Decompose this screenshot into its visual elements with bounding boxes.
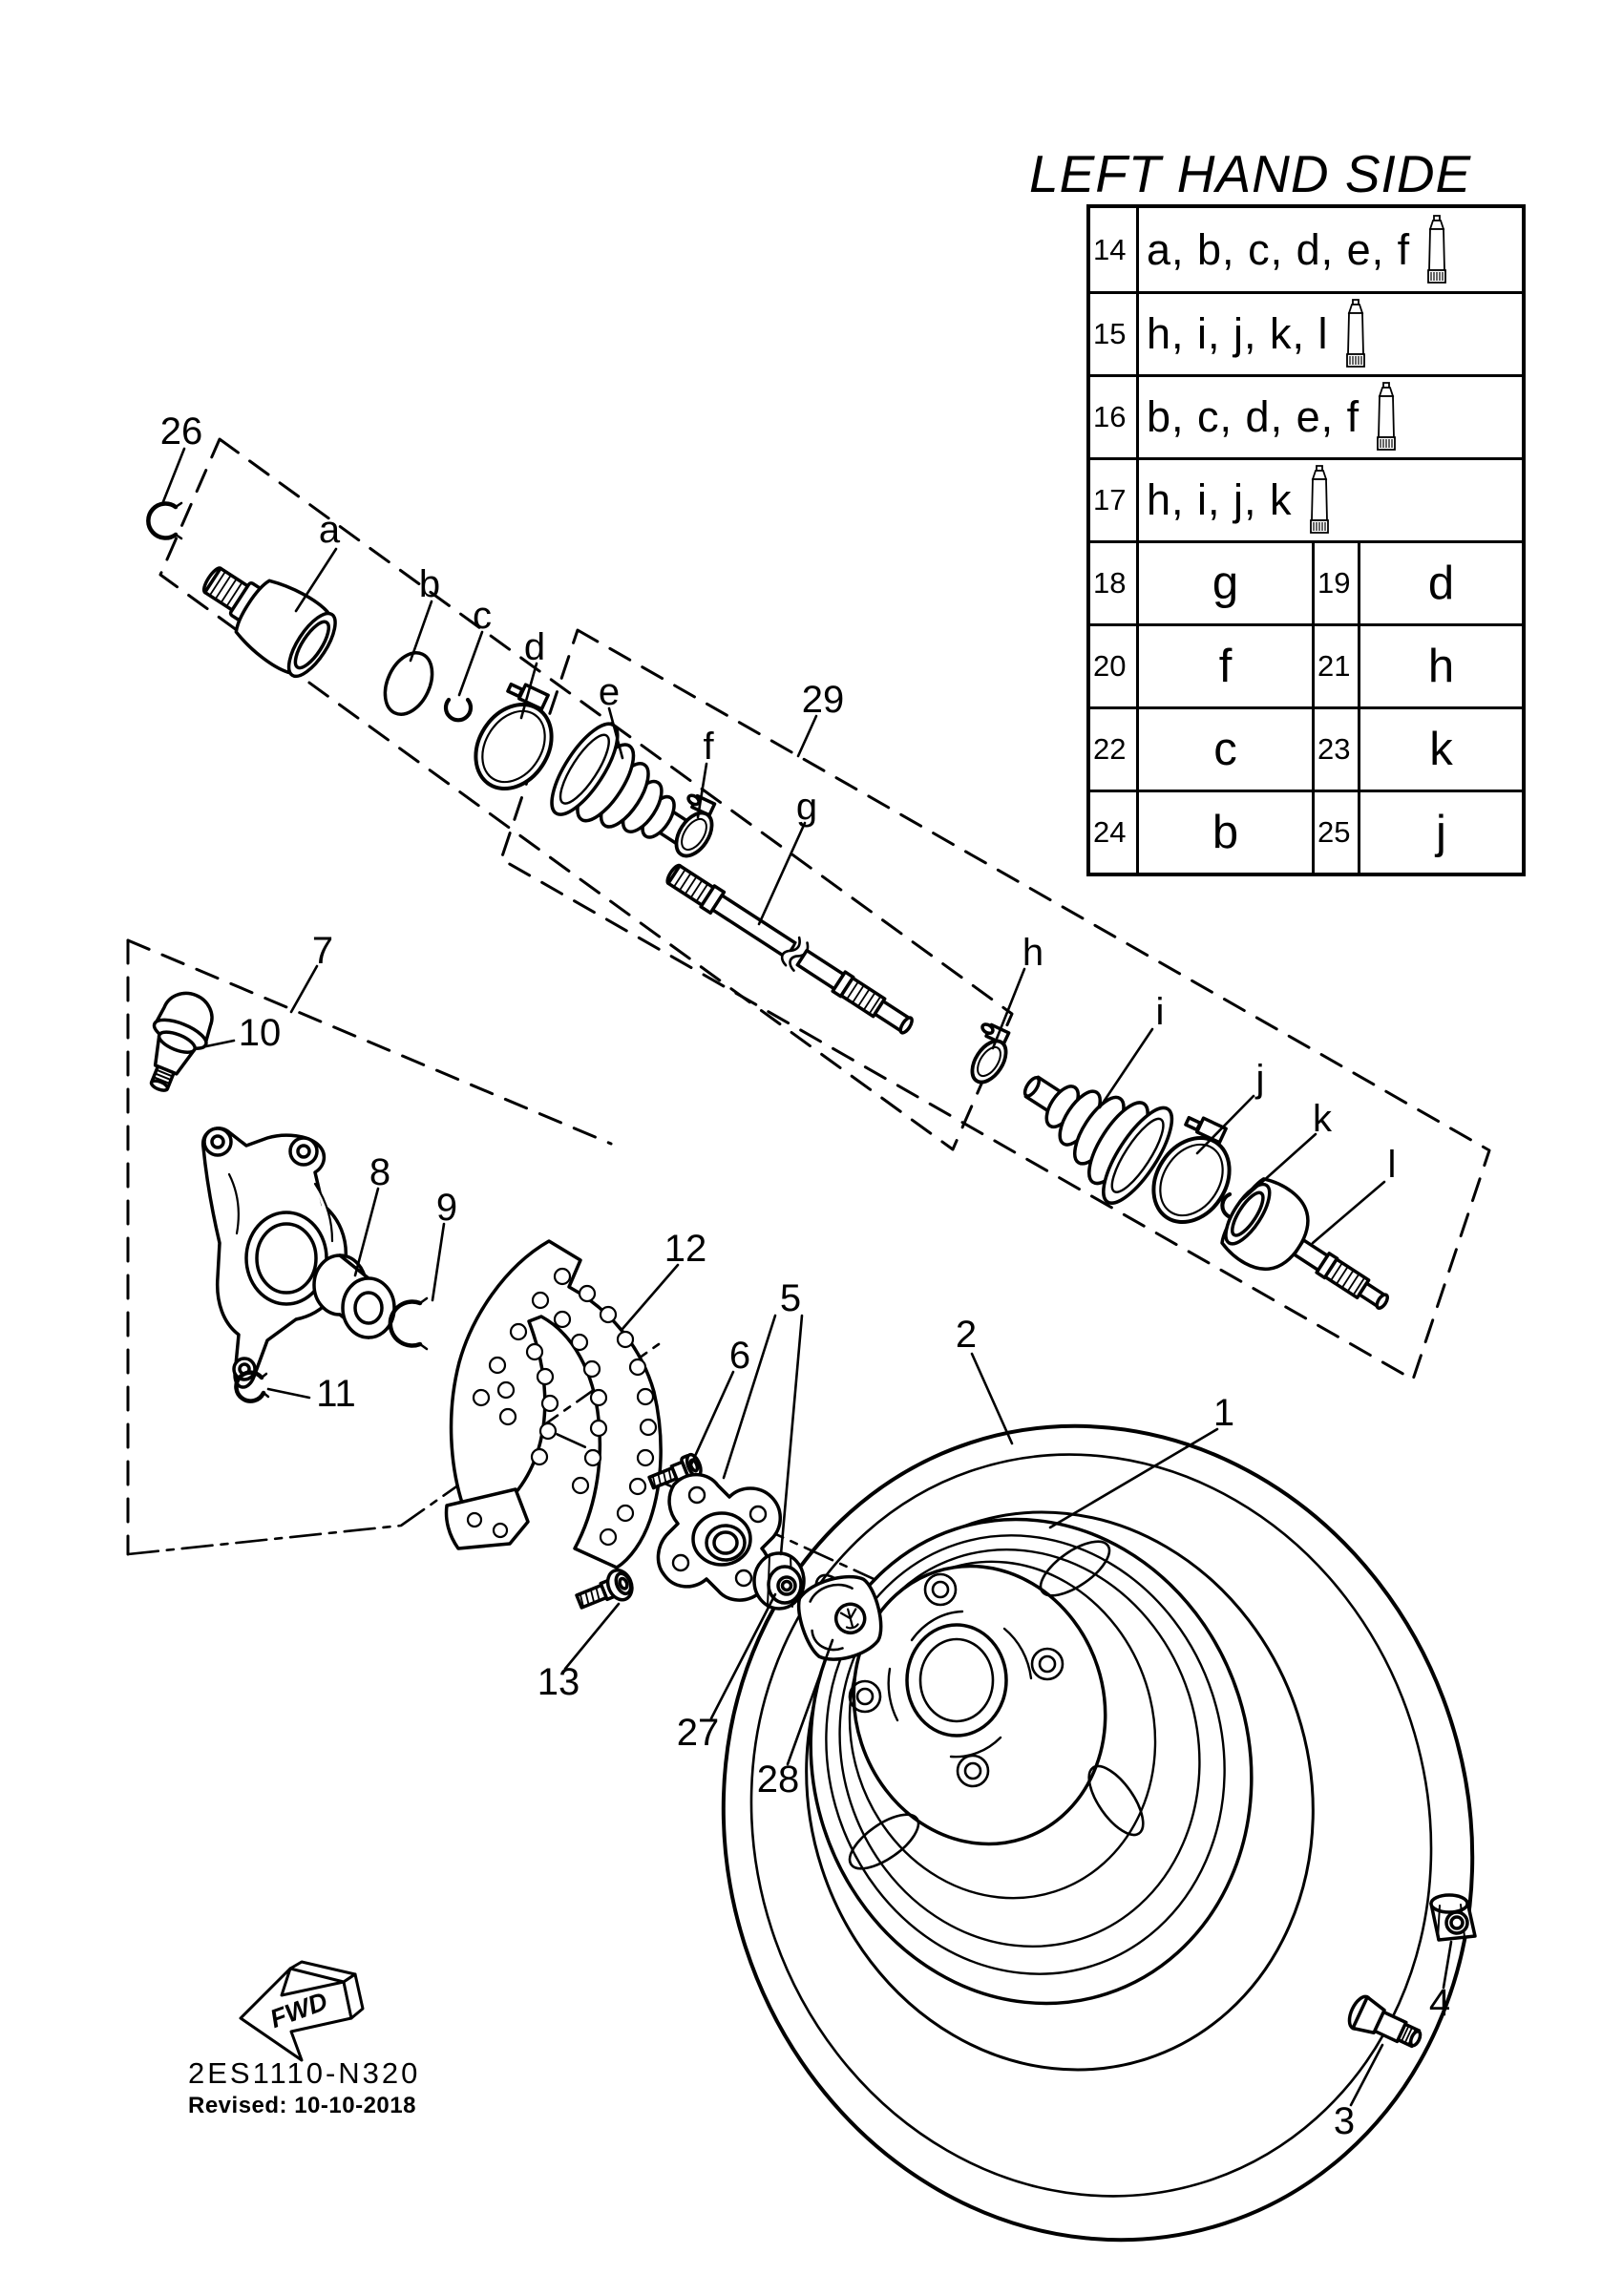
callout-7: 7 — [311, 930, 334, 972]
page-title: LEFT HAND SIDE — [1029, 144, 1472, 203]
revised-date: Revised: 10-10-2018 — [188, 2092, 416, 2118]
row-number: 19 — [1312, 543, 1358, 623]
part-snap-ring-26 — [148, 503, 181, 538]
row-letter: f — [1136, 626, 1312, 706]
callout-d: d — [523, 626, 546, 668]
grease-reference-table — [1086, 204, 1526, 876]
callout-12: 12 — [664, 1228, 707, 1270]
callout-10: 10 — [238, 1012, 282, 1054]
row-number: 16 — [1093, 400, 1127, 433]
callout-3: 3 — [1333, 2100, 1356, 2142]
row-number: 15 — [1093, 317, 1127, 350]
table-row-15 — [1090, 291, 1522, 374]
table-row-22-23 — [1090, 706, 1522, 790]
callout-l: l — [1387, 1144, 1397, 1186]
row-letter: b — [1136, 792, 1312, 873]
callout-4: 4 — [1428, 1982, 1451, 2024]
row-number: 22 — [1093, 732, 1127, 766]
fwd-arrow-label: FWD — [265, 1986, 331, 2034]
part-axle-nut-27 — [754, 1553, 804, 1609]
callout-f: f — [703, 726, 714, 768]
row-letters: b, c, d, e, f — [1147, 392, 1360, 441]
row-letter: j — [1358, 792, 1522, 873]
row-letter: h — [1358, 626, 1522, 706]
part-lug-nut-4 — [1431, 1895, 1475, 1940]
part-disc-guard-12 — [447, 1241, 662, 1568]
table-row-17 — [1090, 457, 1522, 540]
fwd-arrow — [241, 1962, 363, 2060]
row-letters: h, i, j, k, l — [1147, 309, 1329, 358]
row-number: 14 — [1093, 232, 1127, 266]
table-row-16 — [1090, 374, 1522, 457]
table-row-20-21 — [1090, 623, 1522, 706]
callout-13: 13 — [537, 1661, 580, 1703]
part-circlip-b — [376, 645, 442, 722]
part-steering-knuckle-7 — [203, 1128, 347, 1387]
callout-9: 9 — [435, 1187, 458, 1229]
row-number: 17 — [1093, 483, 1127, 516]
part-wheel-bearing-8 — [314, 1255, 394, 1338]
grease-tube-icon — [1344, 299, 1367, 369]
grease-tube-icon — [1308, 465, 1331, 536]
callout-e: e — [598, 671, 621, 713]
callout-g: g — [795, 786, 818, 828]
callout-26: 26 — [159, 411, 203, 453]
table-row-24-25 — [1090, 790, 1522, 873]
part-bolt-13 — [574, 1567, 637, 1615]
callout-h: h — [1022, 932, 1044, 974]
callout-6: 6 — [728, 1335, 751, 1377]
row-number: 21 — [1312, 626, 1358, 706]
row-letter: d — [1358, 543, 1522, 623]
callout-k: k — [1313, 1098, 1332, 1140]
part-cv-joint-outer-l — [1213, 1170, 1409, 1339]
row-letter: g — [1136, 543, 1312, 623]
footer-block — [188, 2058, 420, 2117]
row-letter: c — [1136, 709, 1312, 790]
callout-29: 29 — [801, 679, 845, 721]
callout-c: c — [473, 595, 492, 637]
grease-tube-icon — [1375, 382, 1398, 453]
row-number: 20 — [1093, 649, 1127, 683]
part-cv-joint-inner-a — [188, 546, 345, 685]
callout-11: 11 — [316, 1373, 356, 1415]
callout-27: 27 — [676, 1712, 720, 1754]
row-letter: k — [1358, 709, 1522, 790]
diagram-part-code: 2ES1110-N320 — [188, 2056, 421, 2090]
part-valve-stem-3 — [1345, 1993, 1426, 2055]
part-boot-clamp-h — [956, 1019, 1019, 1088]
callout-5: 5 — [779, 1277, 802, 1319]
row-number: 23 — [1312, 709, 1358, 790]
callout-j: j — [1255, 1058, 1265, 1100]
row-letters: a, b, c, d, e, f — [1147, 224, 1411, 274]
callout-i: i — [1155, 991, 1165, 1033]
table-row-18-19 — [1090, 540, 1522, 623]
row-number: 24 — [1093, 815, 1127, 849]
grease-tube-icon — [1425, 215, 1448, 285]
callout-8: 8 — [369, 1151, 391, 1193]
part-wheel-rim-1 — [748, 1462, 1314, 2061]
row-number: 25 — [1312, 792, 1358, 873]
callout-a: a — [318, 509, 341, 551]
part-ring-c — [446, 700, 471, 720]
part-axle-shaft-g — [663, 859, 917, 1040]
callout-1: 1 — [1212, 1392, 1235, 1434]
row-number: 18 — [1093, 566, 1127, 600]
table-row-14 — [1090, 208, 1522, 291]
callout-28: 28 — [756, 1759, 800, 1801]
callout-2: 2 — [955, 1314, 978, 1356]
row-letters: h, i, j, k — [1147, 475, 1293, 524]
callout-b: b — [418, 563, 441, 605]
part-ball-joint-10 — [133, 985, 221, 1100]
